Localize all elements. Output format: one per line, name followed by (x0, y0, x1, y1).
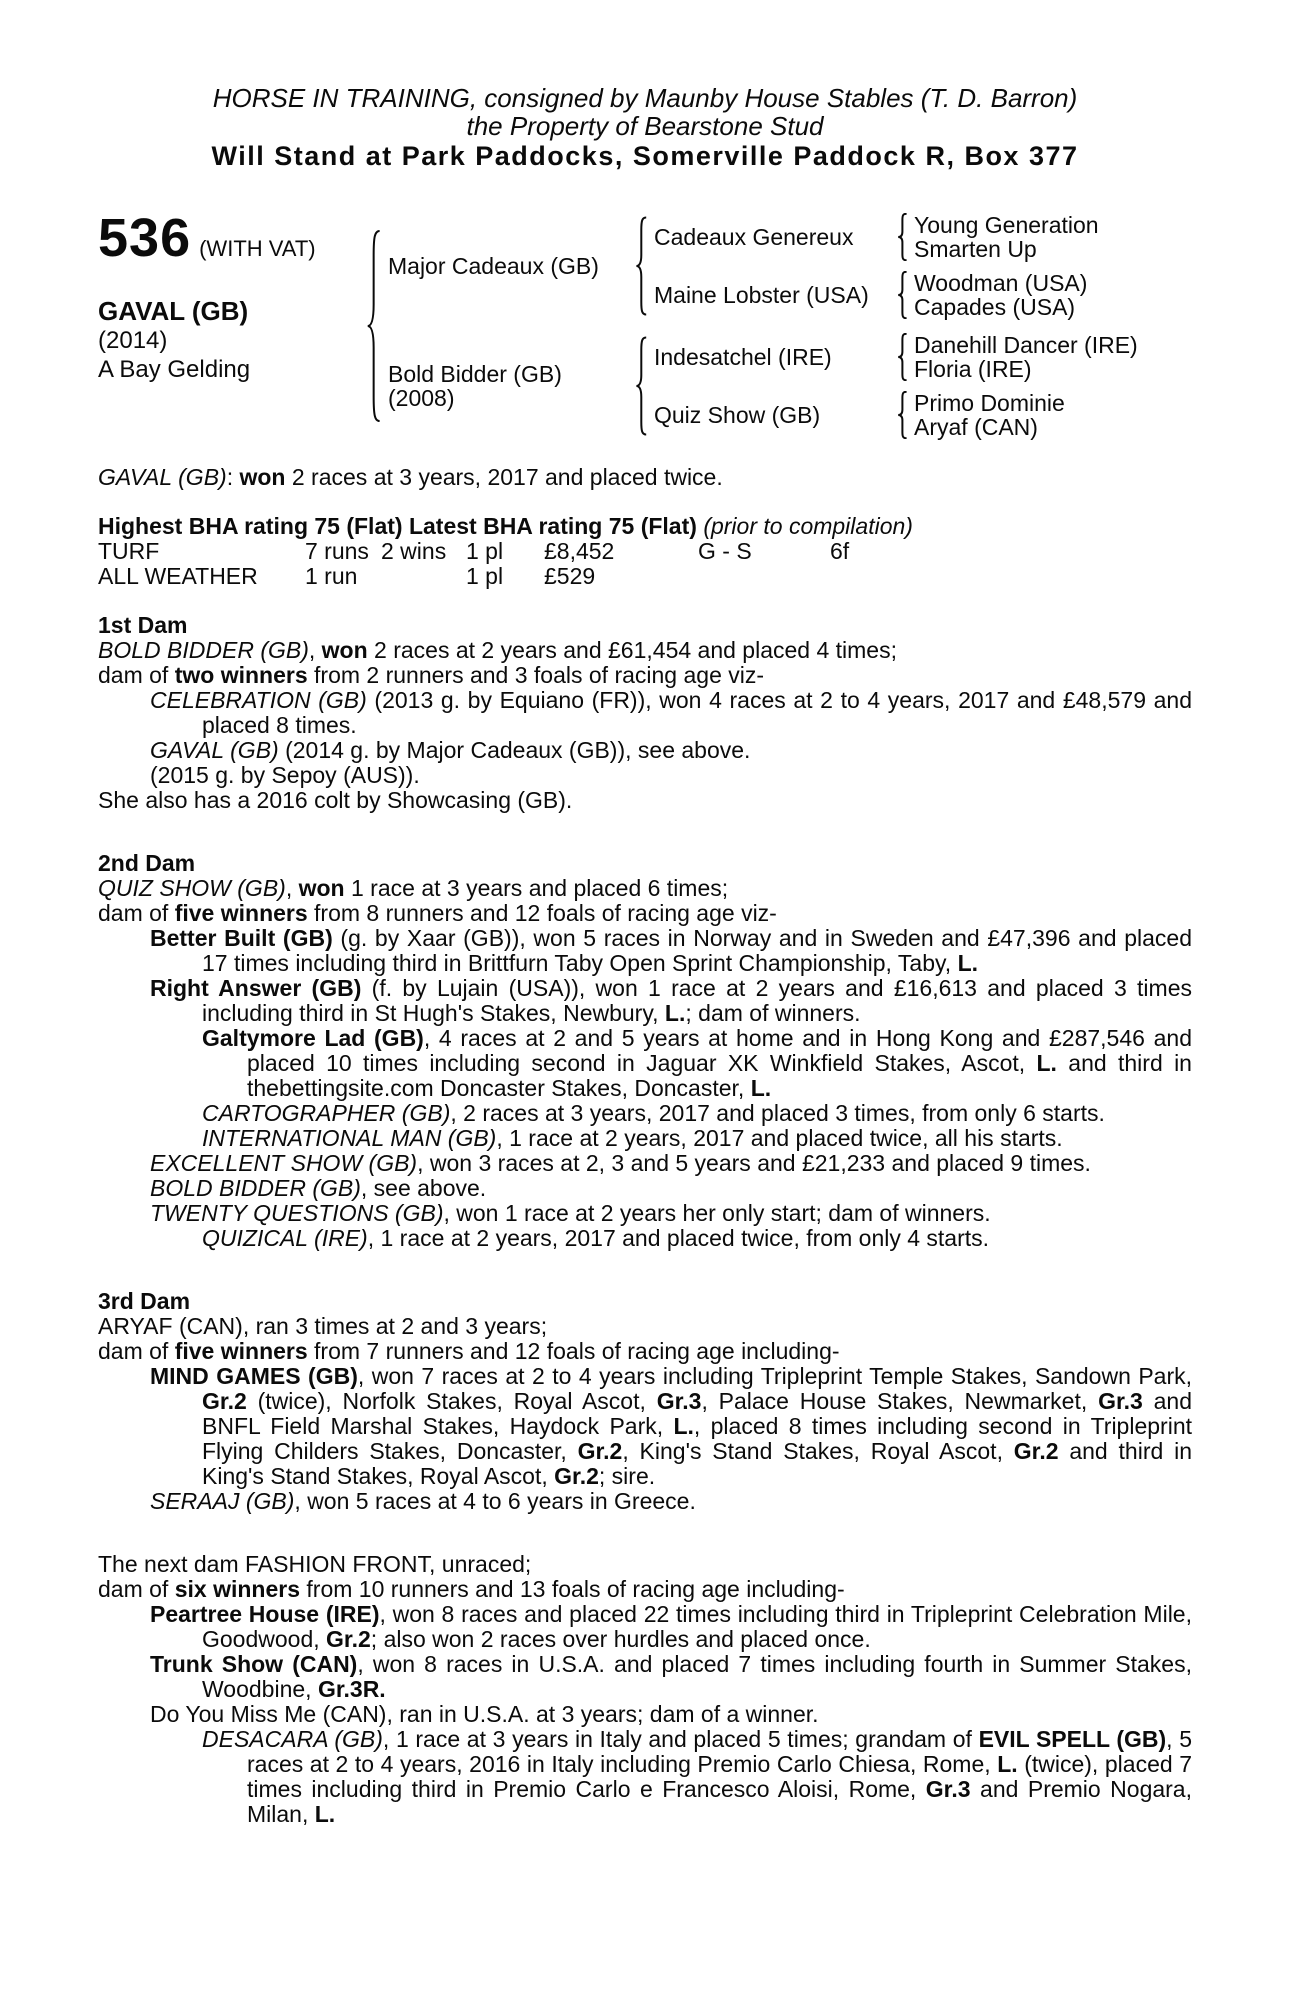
great-grandparents (914, 391, 1065, 439)
great-grandparent-name: Capades (USA) (914, 294, 1076, 320)
vat-note: (WITH VAT) (199, 236, 316, 261)
catalog-paragraph: GAVAL (GB) (2014 g. by Major Cadeaux (GB)), see above. (150, 737, 751, 763)
catalog-paragraph: TWENTY QUESTIONS (GB), won 1 race at 2 years her only start; dam of winners. (150, 1200, 991, 1226)
race-record-cell (698, 564, 830, 589)
race-record-cell: 1 run (305, 563, 358, 589)
great-grandparent-name: Woodman (USA) (914, 270, 1088, 296)
grandparent-name: Cadeaux Genereux (654, 224, 854, 250)
catalog-paragraph: She also has a 2016 colt by Showcasing (GB). (98, 787, 573, 813)
consignor-header (98, 84, 1192, 171)
dam-name: Bold Bidder (GB) (2008) (388, 361, 562, 411)
great-grandparent-name: Danehill Dancer (IRE) (914, 332, 1138, 358)
catalog-paragraph: BOLD BIDDER (GB), won 2 races at 2 years and £61,454 and placed 4 times; (98, 637, 897, 663)
pedigree-brace-small (897, 271, 909, 319)
dam-section-heading: 2nd Dam (98, 850, 196, 876)
race-record-row (98, 564, 1192, 589)
great-grandparent-name: Young Generation (914, 212, 1099, 238)
owner-line: the Property of Bearstone Stud (466, 111, 824, 141)
catalog-paragraph: Trunk Show (CAN), won 8 races in U.S.A. and placed 7 times including fourth in Summer Stakes, Woodbine, Gr.3R. (150, 1651, 1192, 1702)
pedigree-brace-small (897, 391, 909, 439)
sire-parents-column (654, 213, 1099, 319)
dam-section-heading: 3rd Dam (98, 1288, 191, 1314)
catalog-paragraph: Highest BHA rating 75 (Flat) Latest BHA rating 75 (Flat) (prior to compilation) (98, 513, 913, 539)
catalog-paragraph: CARTOGRAPHER (GB), 2 races at 3 years, 2017 and placed 3 times, from only 6 starts. (202, 1100, 1105, 1126)
pedigree-brace-dam (635, 336, 649, 436)
race-record-cell: ALL WEATHER (98, 563, 258, 589)
grandparent-name: Maine Lobster (USA) (654, 282, 869, 308)
horse-name: GAVAL (GB) (98, 296, 249, 326)
race-record-cell: 7 runs (305, 538, 369, 564)
dam-branch (388, 333, 1138, 439)
race-record-cell: 1 pl (466, 538, 504, 564)
grandparent-branch (654, 391, 1138, 439)
race-record-cell: G - S (698, 538, 752, 564)
catalog-paragraph: QUIZICAL (IRE), 1 race at 2 years, 2017 and placed twice, from only 4 starts. (202, 1225, 990, 1251)
sire-dam-column (388, 213, 1138, 439)
race-record-cell: £8,452 (544, 538, 615, 564)
race-record-cell: £529 (544, 563, 596, 589)
race-record-cell: 6f (830, 538, 850, 564)
great-grandparent-name: Aryaf (CAN) (914, 414, 1038, 440)
grandparent-branch (654, 213, 1099, 261)
lot-number: 536 (98, 208, 192, 268)
catalog-paragraph: QUIZ SHOW (GB), won 1 race at 3 years and placed 6 times; (98, 875, 729, 901)
great-grandparents (914, 271, 1087, 319)
catalog-paragraph: dam of two winners from 2 runners and 3 foals of racing age viz- (98, 662, 765, 688)
catalog-paragraph: GAVAL (GB): won 2 races at 3 years, 2017 and placed twice. (98, 464, 723, 490)
catalog-paragraph: dam of six winners from 10 runners and 13 foals of racing age including- (98, 1576, 845, 1602)
grandparent-name: Indesatchel (IRE) (654, 344, 832, 370)
grandparent-name: Quiz Show (GB) (654, 402, 821, 428)
catalog-paragraph: SERAAJ (GB), won 5 races at 4 to 6 years in Greece. (150, 1488, 696, 1514)
race-record-cell: 2 wins (381, 538, 447, 564)
pedigree-brace-gen1 (366, 228, 383, 424)
race-record-row (98, 539, 1192, 564)
catalog-paragraph: Galtymore Lad (GB), 4 races at 2 and 5 years at home and in Hong Kong and £287,546 and placed 10 times including second in Jaguar XK Winkfield Stakes, Ascot, L. and third in thebettingsite.com Doncaster Stakes, Doncaster, L. (202, 1025, 1192, 1101)
pedigree-brace-sire (635, 216, 649, 316)
great-grandparents (914, 213, 1099, 261)
race-record-table (98, 539, 1192, 589)
catalog-body (98, 465, 1192, 1827)
race-record-cell (830, 564, 890, 589)
catalog-paragraph: EXCELLENT SHOW (GB), won 3 races at 2, 3 and 5 years and £21,233 and placed 9 times. (150, 1150, 1091, 1176)
pedigree-brace-small (897, 333, 909, 381)
dam-parents-column (654, 333, 1138, 439)
catalog-paragraph: (2015 g. by Sepoy (AUS)). (150, 762, 420, 788)
catalog-paragraph: INTERNATIONAL MAN (GB), 1 race at 2 years, 2017 and placed twice, all his starts. (202, 1125, 1063, 1151)
pedigree-brace-small (897, 213, 909, 261)
catalog-paragraph: DESACARA (GB), 1 race at 3 years in Italy and placed 5 times; grandam of EVIL SPELL (GB), 5 races at 2 to 4 years, 2016 in Italy including Premio Carlo Chiesa, Rome, L. (twice), placed 7 times including third in Premio Carlo e Francesco Aloisi, Rome, Gr.3 and Premio Nogara, Milan, L. (202, 1726, 1193, 1827)
pedigree-tree (366, 213, 1138, 439)
consignor-line: HORSE IN TRAINING, consigned by Maunby House Stables (T. D. Barron) (212, 83, 1078, 113)
race-record-cell: 1 pl (466, 563, 504, 589)
catalog-paragraph: dam of five winners from 8 runners and 12 foals of racing age viz- (98, 900, 777, 926)
catalog-paragraph: BOLD BIDDER (GB), see above. (150, 1175, 487, 1201)
great-grandparent-name: Primo Dominie (914, 390, 1065, 416)
catalog-paragraph: MIND GAMES (GB), won 7 races at 2 to 4 years including Tripleprint Temple Stakes, Sandown Park, Gr.2 (twice), Norfolk Stakes, Royal Ascot, Gr.3, Palace House Stakes, Newmarket, Gr.3 and BNFL Field Marshal Stakes, Haydock Park, L., placed 8 times including second in Tripleprint Flying Childers Stakes, Doncaster, Gr.2, King's Stand Stakes, Royal Ascot, Gr.2 and third in King's Stand Stakes, Royal Ascot, Gr.2; sire. (150, 1363, 1193, 1489)
lot-number-line (98, 208, 366, 268)
catalog-paragraph: Right Answer (GB) (f. by Lujain (USA)), won 1 race at 2 years and £16,613 and placed 3 times including third in St Hugh's Stakes, Newbury, L.; dam of winners. (150, 975, 1192, 1026)
horse-description: A Bay Gelding (98, 356, 251, 383)
catalog-paragraph: Do You Miss Me (CAN), ran in U.S.A. at 3 years; dam of a winner. (150, 1701, 819, 1727)
race-record-cell (381, 564, 466, 589)
catalog-paragraph: Better Built (GB) (g. by Xaar (GB)), won 5 races in Norway and in Sweden and £47,396 and placed 17 times including third in Brittfurn Taby Open Sprint Championship, Taby, L. (150, 925, 1192, 976)
catalog-paragraph: CELEBRATION (GB) (2013 g. by Equiano (FR)), won 4 races at 2 to 4 years, 2017 and £48,579 and placed 8 times. (150, 687, 1192, 738)
sire-branch (388, 213, 1138, 319)
race-record-cell: TURF (98, 538, 160, 564)
pedigree-section (98, 208, 1192, 440)
great-grandparent-name: Floria (IRE) (914, 356, 1032, 382)
catalog-paragraph: ARYAF (CAN), ran 3 times at 2 and 3 years; (98, 1313, 548, 1339)
grandparent-branch (654, 333, 1138, 381)
catalog-paragraph: dam of five winners from 7 runners and 12 foals of racing age including- (98, 1338, 840, 1364)
grandparent-branch (654, 271, 1099, 319)
catalog-paragraph: The next dam FASHION FRONT, unraced; (98, 1551, 532, 1577)
stabling-line: Will Stand at Park Paddocks, Somerville Paddock R, Box 377 (211, 141, 1079, 171)
sire-name: Major Cadeaux (GB) (388, 253, 599, 279)
lot-block (98, 208, 366, 384)
dam-section-heading: 1st Dam (98, 612, 188, 638)
great-grandparents (914, 333, 1138, 381)
great-grandparent-name: Smarten Up (914, 236, 1037, 262)
catalog-paragraph: Peartree House (IRE), won 8 races and placed 22 times including third in Tripleprint Celebration Mile, Goodwood, Gr.2; also won 2 races over hurdles and placed once. (150, 1601, 1192, 1652)
foaling-year: (2014) (98, 327, 168, 354)
